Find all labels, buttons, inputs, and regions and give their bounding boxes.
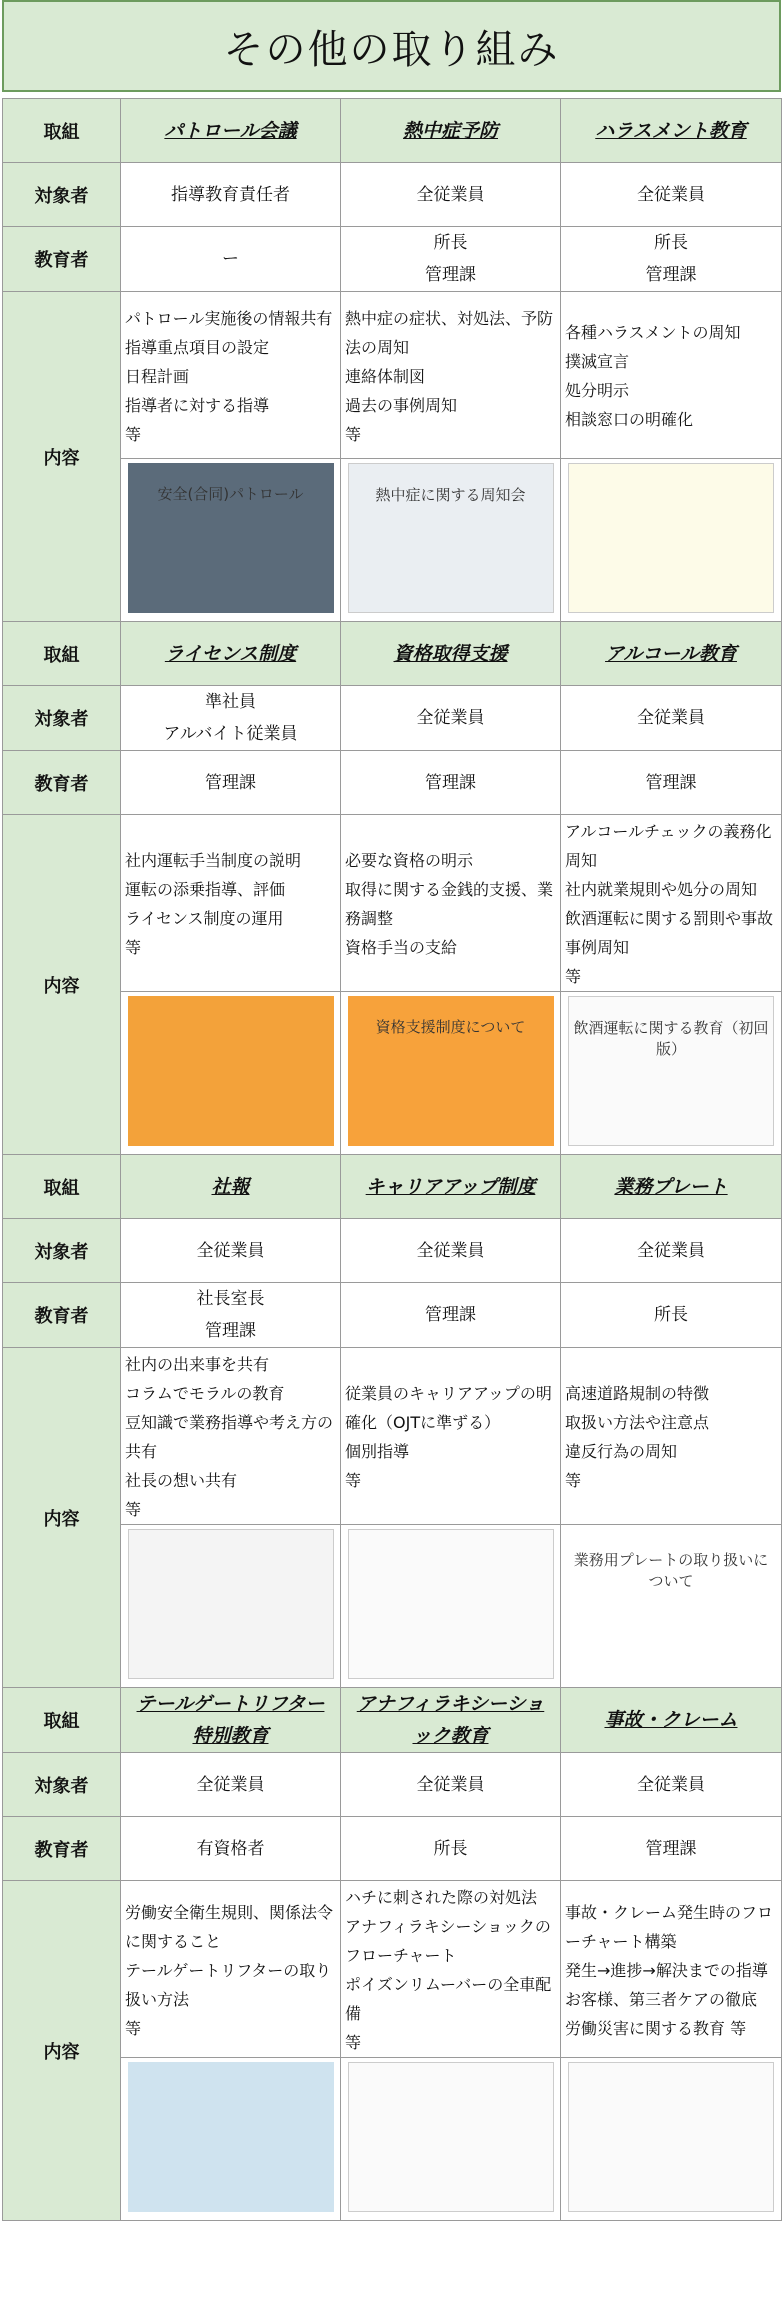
activity-heading-cell bbox=[121, 622, 341, 686]
label-torikumi: 取組 bbox=[3, 622, 121, 686]
label-content: 内容 bbox=[3, 1348, 121, 1688]
educator-value: 所長 管理課 bbox=[341, 227, 561, 292]
image-caption: 安全(合同)パトロール bbox=[157, 485, 304, 503]
educator-value: 社長室長 管理課 bbox=[121, 1283, 341, 1348]
educator-value: 所長 bbox=[561, 1283, 782, 1348]
activity-heading-cell bbox=[121, 1688, 341, 1753]
torikumi-row bbox=[3, 622, 782, 686]
image-cell bbox=[561, 1525, 782, 1688]
educator-row bbox=[3, 1283, 782, 1348]
content-text: 高速道路規制の特徴 取扱い方法や注意点 違反行為の周知 等 bbox=[565, 1384, 710, 1490]
label-educator: 教育者 bbox=[3, 1817, 121, 1881]
activity-heading: 事故・クレーム bbox=[604, 1709, 738, 1731]
activity-heading: テールゲートリフター特別教育 bbox=[136, 1693, 325, 1747]
accident-flowchart-icon bbox=[568, 2062, 774, 2212]
content-cell bbox=[121, 1348, 341, 1525]
image-cell bbox=[561, 992, 782, 1155]
educator-value: 管理課 bbox=[341, 1283, 561, 1348]
page-title: その他の取り組み bbox=[223, 26, 560, 73]
content-cell bbox=[561, 1881, 782, 2058]
label-target: 対象者 bbox=[3, 1219, 121, 1283]
label-educator: 教育者 bbox=[3, 751, 121, 815]
content-text: 社内運転手当制度の説明 運転の添乗指導、評価 ライセンス制度の運用 等 bbox=[125, 851, 302, 957]
activity-heading: アルコール教育 bbox=[605, 642, 737, 665]
target-value: 全従業員 bbox=[341, 1753, 561, 1817]
image-cell bbox=[121, 1525, 341, 1688]
label-educator: 教育者 bbox=[3, 227, 121, 292]
activity-heading-cell bbox=[341, 1688, 561, 1753]
content-row bbox=[3, 815, 782, 992]
activity-heading: ハラスメント教育 bbox=[595, 119, 747, 142]
educator-value: 管理課 bbox=[341, 751, 561, 815]
label-target: 対象者 bbox=[3, 1753, 121, 1817]
image-caption: 熱中症に関する周知会 bbox=[375, 486, 526, 504]
alcohol-slide-icon bbox=[568, 996, 774, 1146]
label-torikumi: 取組 bbox=[3, 1688, 121, 1753]
content-text: 各種ハラスメントの周知 撲滅宣言 処分明示 相談窓口の明確化 bbox=[565, 323, 741, 429]
activity-heading: アナフィラキシーショック教育 bbox=[356, 1693, 545, 1747]
content-text: 必要な資格の明示 取得に関する金銭的支援、業務調整 資格手当の支給 bbox=[345, 851, 554, 957]
activity-heading: パトロール会議 bbox=[164, 119, 297, 142]
content-cell bbox=[341, 815, 561, 992]
activity-heading-cell bbox=[121, 99, 341, 163]
target-value: 指導教育責任者 bbox=[121, 163, 341, 227]
target-row bbox=[3, 1753, 782, 1817]
activity-heading: 業務プレート bbox=[614, 1175, 728, 1198]
content-cell bbox=[341, 1348, 561, 1525]
image-cell bbox=[341, 992, 561, 1155]
educator-value: 管理課 bbox=[121, 751, 341, 815]
activity-heading-cell bbox=[561, 99, 782, 163]
target-value: 全従業員 bbox=[341, 1219, 561, 1283]
heatstroke-slide-icon bbox=[348, 463, 554, 613]
educator-value: 有資格者 bbox=[121, 1817, 341, 1881]
image-cell bbox=[341, 459, 561, 622]
content-row bbox=[3, 1881, 782, 2058]
torikumi-row bbox=[3, 1688, 782, 1753]
image-cell bbox=[121, 459, 341, 622]
activity-heading-cell bbox=[341, 622, 561, 686]
educator-value: 所長 bbox=[341, 1817, 561, 1881]
plate-map-slide-icon bbox=[568, 1529, 774, 1679]
qualification-flyer-icon bbox=[348, 996, 554, 1146]
image-caption: 飲酒運転に関する教育（初回版） bbox=[573, 1019, 769, 1058]
activities-table bbox=[2, 98, 782, 2221]
educator-row bbox=[3, 751, 782, 815]
content-text: 従業員のキャリアアップの明確化（OJTに準ずる） 個別指導 等 bbox=[345, 1384, 552, 1490]
label-torikumi: 取組 bbox=[3, 99, 121, 163]
activity-heading-cell bbox=[561, 1155, 782, 1219]
target-row bbox=[3, 686, 782, 751]
label-torikumi: 取組 bbox=[3, 1155, 121, 1219]
educator-value: ー bbox=[121, 227, 341, 292]
target-value: 全従業員 bbox=[561, 1219, 782, 1283]
image-cell bbox=[561, 2058, 782, 2221]
content-row bbox=[3, 1348, 782, 1525]
anaphylaxis-flowchart-icon bbox=[348, 2062, 554, 2212]
label-educator: 教育者 bbox=[3, 1283, 121, 1348]
content-text: 労働安全衛生規則、関係法令に関すること テールゲートリフターの取り扱い方法 等 bbox=[125, 1902, 334, 2038]
label-target: 対象者 bbox=[3, 163, 121, 227]
content-cell bbox=[341, 292, 561, 459]
educator-row bbox=[3, 1817, 782, 1881]
target-value: 全従業員 bbox=[561, 686, 782, 751]
activity-heading: キャリアアップ制度 bbox=[365, 1175, 536, 1198]
content-text: 社内の出来事を共有 コラムでモラルの教育 豆知識で業務指導や考え方の共有 社長の想い共有 等 bbox=[125, 1355, 334, 1519]
educator-value: 管理課 bbox=[561, 1817, 782, 1881]
content-text: 事故・クレーム発生時のフローチャート構築 発生→進捗→解決までの指導 お客様、第三者ケアの徹底 労働災害に関する教育 等 bbox=[565, 1902, 774, 2038]
target-value: 全従業員 bbox=[561, 1753, 782, 1817]
image-cell bbox=[561, 459, 782, 622]
content-cell bbox=[121, 815, 341, 992]
content-row bbox=[3, 292, 782, 459]
content-cell bbox=[561, 292, 782, 459]
image-cell bbox=[341, 2058, 561, 2221]
target-row bbox=[3, 1219, 782, 1283]
educator-row bbox=[3, 227, 782, 292]
content-cell bbox=[121, 1881, 341, 2058]
activity-heading: ライセンス制度 bbox=[164, 642, 297, 665]
activity-heading: 資格取得支援 bbox=[393, 642, 508, 665]
educator-value: 管理課 bbox=[561, 751, 782, 815]
newsletter-page-icon bbox=[128, 1529, 334, 1679]
activity-heading-cell bbox=[341, 99, 561, 163]
title-band bbox=[2, 0, 781, 92]
target-value: 全従業員 bbox=[561, 163, 782, 227]
target-value: 全従業員 bbox=[121, 1219, 341, 1283]
target-value: 全従業員 bbox=[341, 163, 561, 227]
educator-value: 所長 管理課 bbox=[561, 227, 782, 292]
patrol-photo-icon bbox=[128, 463, 334, 613]
activity-heading-cell bbox=[341, 1155, 561, 1219]
label-content: 内容 bbox=[3, 292, 121, 622]
target-value: 全従業員 bbox=[341, 686, 561, 751]
activity-heading-cell bbox=[121, 1155, 341, 1219]
label-content: 内容 bbox=[3, 815, 121, 1155]
content-text: ハチに刺された際の対処法 アナフィラキシーショックのフローチャート ポイズンリムーバーの全車配備 等 bbox=[345, 1888, 552, 2052]
label-content: 内容 bbox=[3, 1881, 121, 2221]
harassment-poster-icon bbox=[568, 463, 774, 613]
image-caption: 資格支援制度について bbox=[375, 1018, 526, 1036]
content-text: アルコールチェックの義務化周知 社内就業規則や処分の周知 飲酒運転に関する罰則や事故事例周知 等 bbox=[565, 822, 774, 986]
image-cell bbox=[341, 1525, 561, 1688]
torikumi-row bbox=[3, 99, 782, 163]
license-flyer-icon bbox=[128, 996, 334, 1146]
target-value: 全従業員 bbox=[121, 1753, 341, 1817]
target-row bbox=[3, 163, 782, 227]
content-cell bbox=[561, 1348, 782, 1525]
activity-heading-cell bbox=[561, 1688, 782, 1753]
torikumi-row bbox=[3, 1155, 782, 1219]
activity-heading: 社報 bbox=[211, 1175, 250, 1198]
image-cell bbox=[121, 2058, 341, 2221]
label-target: 対象者 bbox=[3, 686, 121, 751]
content-text: 熱中症の症状、対処法、予防法の周知 連絡体制図 過去の事例周知 等 bbox=[345, 308, 554, 444]
content-cell bbox=[561, 815, 782, 992]
image-caption: 業務用プレートの取り扱いについて bbox=[573, 1551, 769, 1590]
content-cell bbox=[341, 1881, 561, 2058]
activity-heading-cell bbox=[561, 622, 782, 686]
career-sheet-icon bbox=[348, 1529, 554, 1679]
activity-heading: 熱中症予防 bbox=[402, 119, 498, 142]
truck-photo-icon bbox=[128, 2062, 334, 2212]
content-cell bbox=[121, 292, 341, 459]
target-value: 準社員 アルバイト従業員 bbox=[121, 686, 341, 751]
image-cell bbox=[121, 992, 341, 1155]
content-text: パトロール実施後の情報共有 指導重点項目の設定 日程計画 指導者に対する指導 等 bbox=[125, 308, 333, 444]
